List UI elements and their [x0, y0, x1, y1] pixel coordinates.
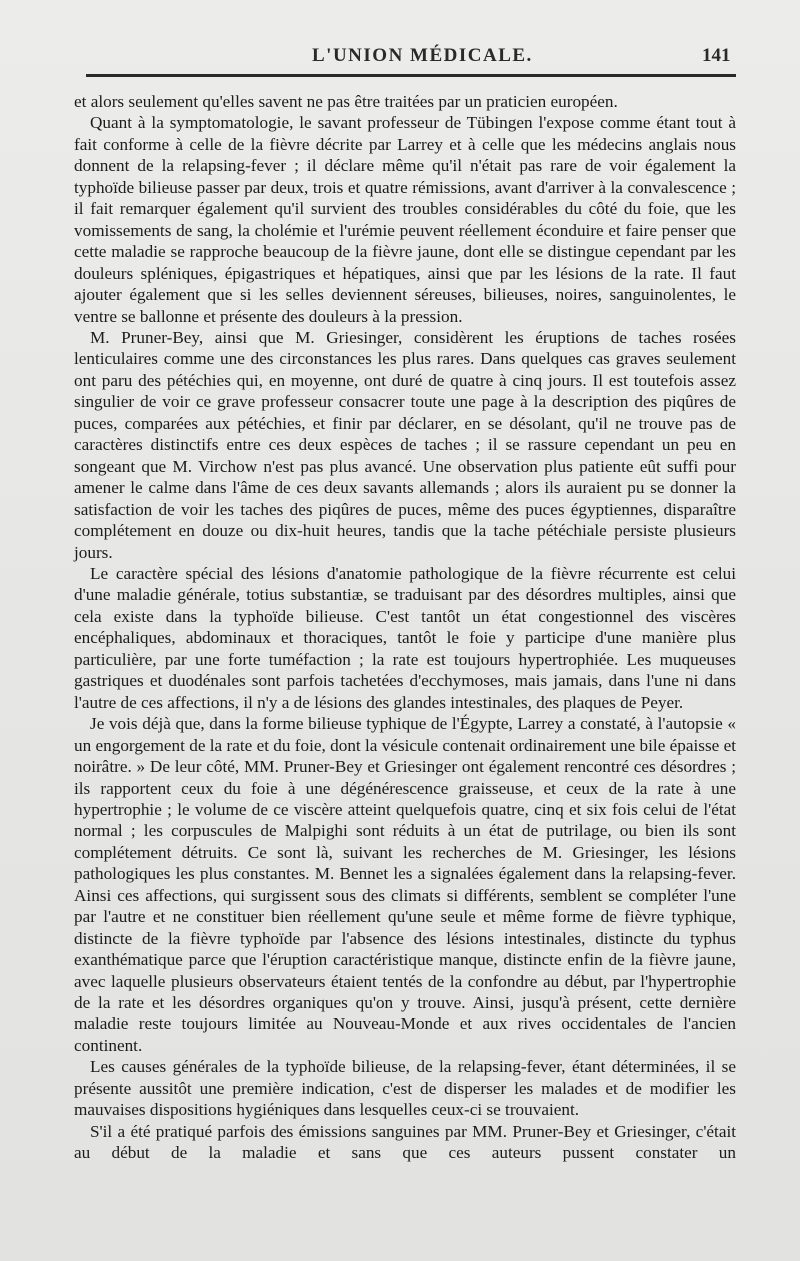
- running-title: L'UNION MÉDICALE.: [312, 45, 533, 66]
- paragraph: M. Pruner-Bey, ainsi que M. Griesinger, considèrent les éruptions de taches rosées lenticulaires comme une des circonstances les plus rares. Dans quelques cas graves seulement ont paru des pétéchies qui, en moyenne, ont duré de quatre à cinq jours. Il est toutefois assez singulier de voir ce grave professeur consacrer toute une page à la description des piqûres de puces, comparées aux pétéchies, et finir par déclarer, en se désolant, qu'il ne trouve pas de caractères distinctifs entre ces deux espèces de taches ; il se rassure cependant un peu en songeant que M. Virchow n'est pas plus avancé. Une observation plus patiente eût suffi pour amener le calme dans l'âme de ces deux savants allemands ; alors ils auraient pu se donner la satisfaction de voir les taches des piqûres de puces, même des puces égyptiennes, disparaître complétement en douze ou dix-huit heures, tandis que la tache pétéchiale persiste plusieurs jours.: [74, 327, 736, 562]
- paragraph: Les causes générales de la typhoïde bilieuse, de la relapsing-fever, étant déterminées, il se présente aussitôt une première indication, c'est de disperser les malades et de modifier les mauvaises dispositions hygiéniques dans lesquelles ceux-ci se trouvaient.: [74, 1057, 736, 1120]
- header-rule: [86, 74, 736, 77]
- paragraph: et alors seulement qu'elles savent ne pas être traitées par un praticien européen.: [74, 92, 618, 111]
- body-text: [74, 91, 736, 1164]
- paragraph: S'il a été pratiqué parfois des émissions sanguines par MM. Pruner-Bey et Griesinger, c'était au début de la maladie et sans que ces auteurs pussent constater un: [74, 1121, 736, 1163]
- paragraph: Quant à la symptomatologie, le savant professeur de Tübingen l'expose comme étant tout à fait conforme à celle de la fièvre décrite par Larrey et à celle que les médecins anglais nous donnent de la relapsing-fever ; il déclare même qu'il n'était pas rare de voir également la typhoïde bilieuse passer par deux, trois et quatre rémissions, avant d'arriver à la convalescence ; il fait remarquer également qu'il survient des troubles considérables du côté du foie, que les vomissements de sang, la cholémie et l'urémie peuvent réellement éconduire et faire penser que cette maladie se rapproche beaucoup de la fièvre jaune, dont elle se distingue cependant par les douleurs spléniques, épigastriques et hépatiques, ainsi que par les lésions de la rate. Il faut ajouter également que si les selles deviennent séreuses, bilieuses, noires, sanguinolentes, le ventre se ballonne et présente des douleurs à la pression.: [74, 113, 736, 326]
- paragraph: Le caractère spécial des lésions d'anatomie pathologique de la fièvre récurrente est celui d'une maladie générale, totius substantiæ, se traduisant par des désordres multiples, ainsi que cela existe dans la typhoïde bilieuse. C'est tantôt un état congestionnel des viscères encéphaliques, abdominaux et thoraciques, tantôt le foie y participe d'une manière plus particulière, par une forte tuméfaction ; la rate est toujours hypertrophiée. Les muqueuses gastriques et duodénales sont parfois tachetées d'ecchymoses, mais jamais, dans l'une ni dans l'autre de ces affections, il n'y a de lésions des glandes intestinales, des plaques de Peyer.: [74, 563, 736, 712]
- page-number: 141: [702, 45, 731, 66]
- page-header: [0, 42, 800, 72]
- paragraph: Je vois déjà que, dans la forme bilieuse typhique de l'Égypte, Larrey a constaté, à l'autopsie « un engorgement de la rate et du foie, dont la vésicule contenait ordinairement une bile épaisse et noirâtre. » De leur côté, MM. Pruner-Bey et Griesinger ont également rencontré ces désordres ; ils rapportent ceux du foie à une dégénérescence graisseuse, et ceux de la rate à une hypertrophie ; le volume de ce viscère atteint quelquefois quatre, cinq et six fois celui de l'état normal ; les corpuscules de Malpighi sont réduits à un état de putrilage, ou bien ils sont complétement détruits. Ce sont là, suivant les recherches de M. Griesinger, les lésions pathologiques les plus constantes. M. Bennet les a signalées également dans la relapsing-fever. Ainsi ces affections, qui surgissent sous des climats si différents, semblent se compléter l'une par l'autre et ne constituer bien réellement qu'une seule et même forme de fièvre typhique, distincte de la fièvre typhoïde par l'absence des lésions intestinales, distincte du typhus exanthématique parce que l'éruption caractéristique manque, distincte enfin de la fièvre jaune, avec laquelle plusieurs observateurs étaient tentés de la confondre au début, par l'hypertrophie de la rate et les désordres organiques qu'on y trouve. Ainsi, jusqu'à présent, cette dernière maladie reste toujours limitée au Nouveau-Monde et aux rives occidentales de l'ancien continent.: [74, 714, 736, 1055]
